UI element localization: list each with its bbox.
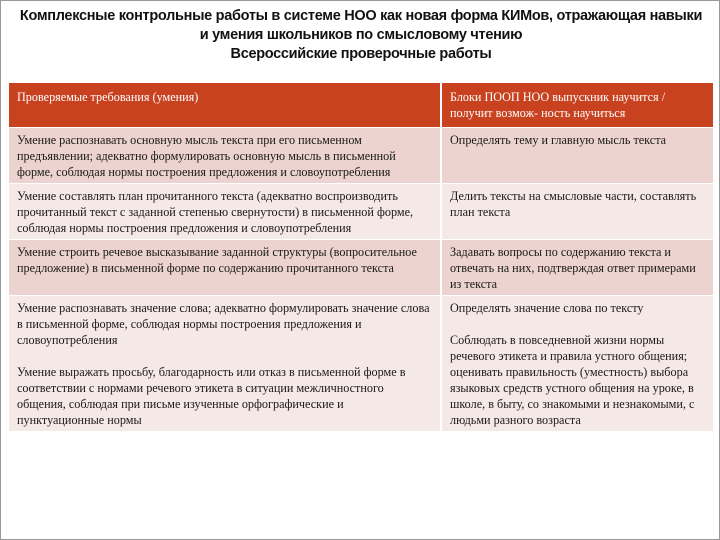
block-cell: Задавать вопросы по содержанию текста и отвечать на них, подтверждая ответ примерами из текста xyxy=(441,240,713,296)
title-line-2: и умения школьников по смысловому чтению xyxy=(199,27,523,43)
header-blocks: Блоки ПООП НОО выпускник научится / получит возмож- ность научиться xyxy=(441,83,713,128)
block-cell xyxy=(441,296,713,432)
header-requirements: Проверяемые требования (умения) xyxy=(9,83,441,128)
block-text: Определять значение слова по тексту xyxy=(450,301,644,315)
requirements-table xyxy=(9,83,713,432)
table-row xyxy=(9,184,713,240)
requirement-cell xyxy=(9,296,441,432)
requirement-text: Умение распознавать значение слова; адекватно формулировать значение слова в письменной форме, соблюдая нормы построения предложения и словоупотребления xyxy=(17,301,430,347)
title-line-1: Комплексные контрольные работы в системе НОО как новая форма КИМов, отражающая навыки xyxy=(19,8,703,24)
block-cell: Делить тексты на смысловые части, составлять план текста xyxy=(441,184,713,240)
title-line-3: Всероссийские проверочные работы xyxy=(230,46,492,62)
slide-title xyxy=(1,7,720,64)
table-row xyxy=(9,128,713,184)
table-header-row xyxy=(9,83,713,128)
block-cell: Определять тему и главную мысль текста xyxy=(441,128,713,184)
requirement-cell: Умение составлять план прочитанного текста (адекватно воспроизводить прочитанный текст с заданной степенью свернутости) в письменной форме, соблюдая нормы построения предложения и словоупотребления xyxy=(9,184,441,240)
block-text-extra: Соблюдать в повседневной жизни нормы речевого этикета и правила устного общения; оценивать правильность (уместность) выбора языковых средств устного общения на уроке, в школе, в быту, со знакомыми и незнакомыми, с людьми разного возраста xyxy=(450,333,695,427)
requirement-text-extra: Умение выражать просьбу, благодарность или отказ в письменной форме в соответствии с нормами речевого этикета в ситуации межличностного общения, соблюдая при письме изученные орфографические и пунктуационные нормы xyxy=(17,365,406,427)
table-row xyxy=(9,240,713,296)
requirement-cell: Умение распознавать основную мысль текста при его письменном предъявлении; адекватно формулировать основную мысль в письменной форме, соблюдая нормы построения предложения и словоупотребления xyxy=(9,128,441,184)
requirement-cell: Умение строить речевое высказывание заданной структуры (вопросительное предложение) в письменной форме по содержанию прочитанного текста xyxy=(9,240,441,296)
table-row xyxy=(9,296,713,432)
